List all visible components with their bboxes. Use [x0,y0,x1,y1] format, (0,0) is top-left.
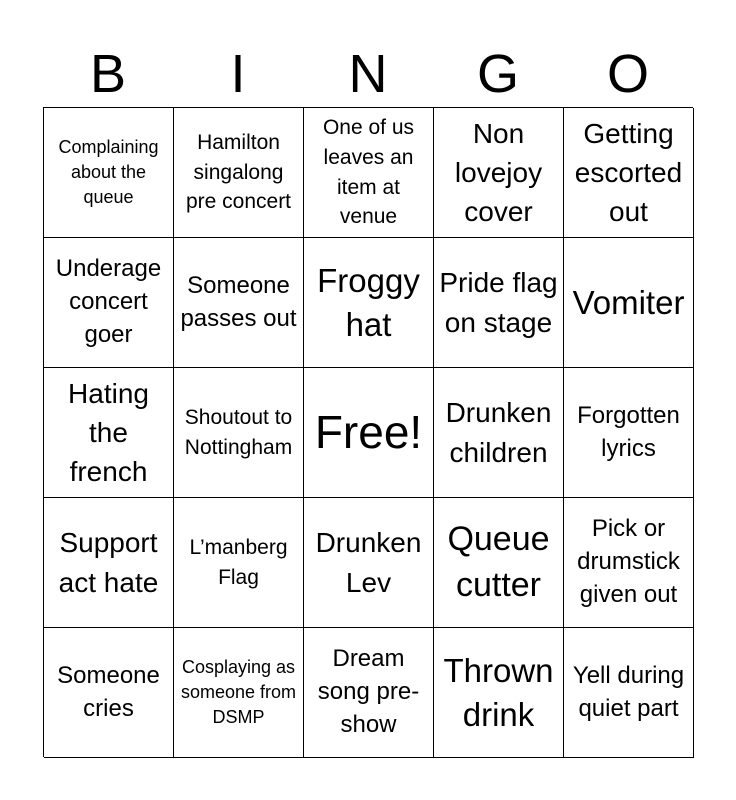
free-space-cell[interactable] [304,368,434,498]
cell-text: Pride flag on stage [439,267,558,338]
header-letter-n: N [348,44,388,104]
cell-text: Forgotten lyrics [577,401,680,462]
bingo-cell[interactable] [434,108,564,238]
cell-text: Thrown drink [443,651,554,733]
cell-text: Complaining about the queue [58,136,159,208]
cell-text: Pick or drumstick given out [577,515,680,608]
bingo-cell[interactable] [564,238,694,368]
cell-text: Dream song pre-show [317,645,420,738]
header-letter-o: O [606,44,649,104]
bingo-cell[interactable] [44,628,174,758]
cell-text: L’manberg Flag [189,535,288,589]
bingo-cell[interactable] [44,368,174,498]
cell-text: Cosplaying as someone from DSMP [180,656,297,728]
bingo-cell[interactable] [434,628,564,758]
header-letter-i: I [230,44,246,104]
bingo-cell[interactable] [304,498,434,628]
bingo-cell[interactable] [174,108,304,238]
header-letter-b: B [89,44,127,104]
cell-text: Support act hate [58,527,159,598]
free-space-text: Free! [314,406,423,459]
bingo-cell[interactable] [564,498,694,628]
cell-text: Hamilton singalong pre concert [185,130,292,214]
bingo-cell[interactable] [434,238,564,368]
bingo-cell[interactable] [304,108,434,238]
cell-text: Queue cutter [447,519,550,604]
bingo-cell[interactable] [434,498,564,628]
cell-text: Underage concert goer [55,255,162,348]
bingo-cell[interactable] [44,108,174,238]
cell-text: Froggy hat [317,261,420,343]
header-letter-g: G [476,44,519,104]
cell-text: Hating the french [68,377,149,488]
bingo-cell[interactable] [304,628,434,758]
bingo-cell[interactable] [174,628,304,758]
bingo-cell[interactable] [434,368,564,498]
cell-text: Someone cries [57,661,160,722]
bingo-cell[interactable] [174,498,304,628]
cell-text: Drunken Lev [315,527,422,598]
bingo-cell[interactable] [44,498,174,628]
cell-text: Yell during quiet part [572,661,685,722]
cell-text: Getting escorted out [574,117,683,228]
bingo-grid [43,107,693,757]
cell-text: Vomiter [572,283,685,321]
bingo-cell[interactable] [564,108,694,238]
cell-text: Drunken children [445,397,552,468]
bingo-cell[interactable] [174,368,304,498]
cell-text: Non lovejoy cover [454,117,543,228]
cell-text: One of us leaves an item at venue [322,115,415,229]
cell-text: Shoutout to Nottingham [184,405,293,459]
bingo-cell[interactable] [304,238,434,368]
bingo-cell[interactable] [174,238,304,368]
bingo-cell[interactable] [564,368,694,498]
bingo-cell[interactable] [44,238,174,368]
cell-text: Someone passes out [180,271,297,332]
bingo-header [43,40,693,108]
bingo-cell[interactable] [564,628,694,758]
